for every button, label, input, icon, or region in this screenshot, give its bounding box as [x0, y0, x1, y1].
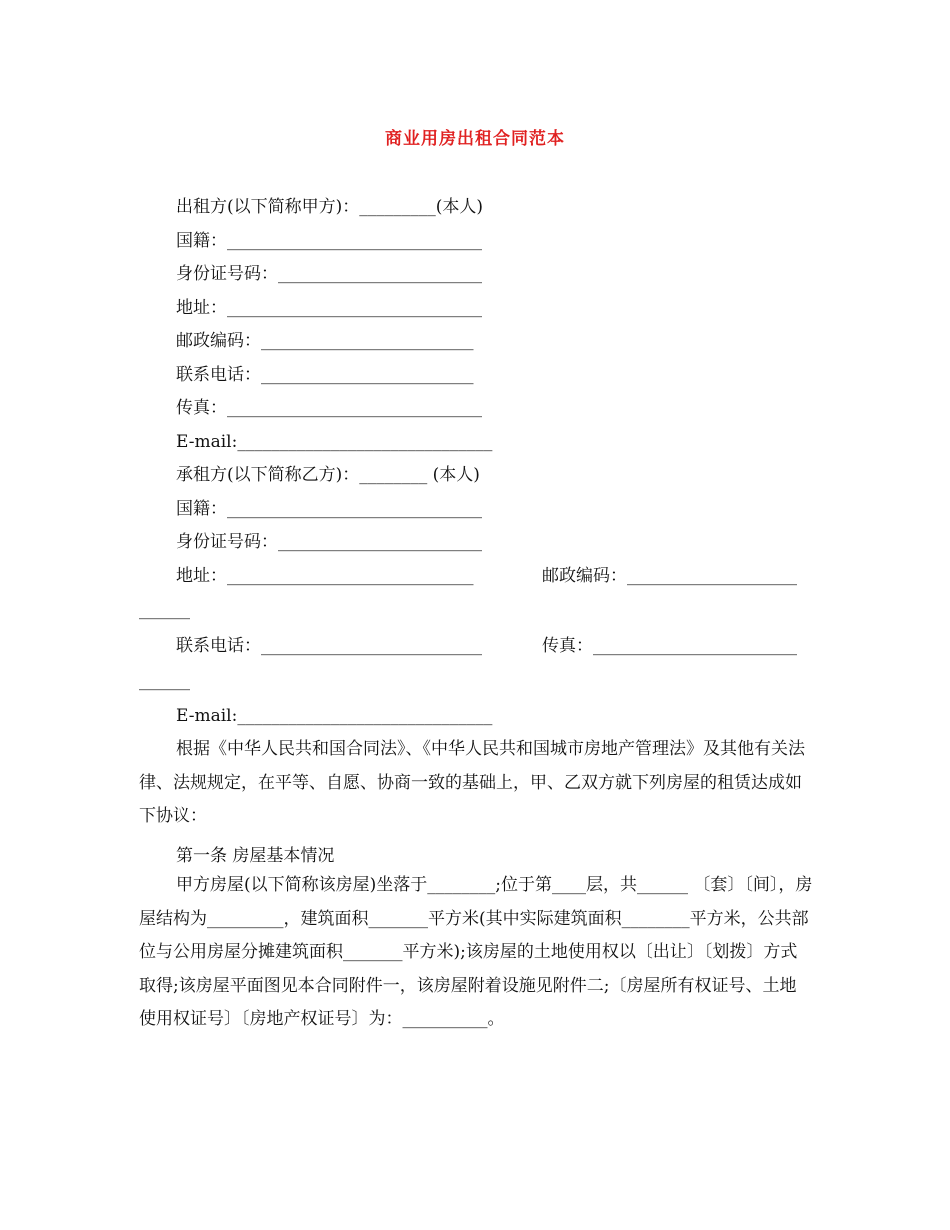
lessor-address: 地址：______________________________ [176, 298, 482, 318]
lessee-phone: 联系电话：__________________________ [176, 636, 482, 656]
lessor-fax: 传真：______________________________ [176, 398, 482, 418]
lessee-address: 地址：_____________________________ [176, 566, 474, 586]
lessee-fax-continuation: ______ [139, 671, 190, 691]
lessor-postcode: 邮政编码：_________________________ [176, 331, 474, 351]
lessee-fax: 传真：________________________ [542, 636, 797, 656]
article-1-body: 甲方房屋(以下简称该房屋)坐落于________;位于第____层，共______ 〔套〕〔间〕，房屋结构为_________，建筑面积_______平方米(其中实际建筑面积________平方米，公共部位与公用房屋分摊建筑面积_______平方米);该房屋的土地使用权以〔出让〕〔划拨〕方式取得;该房屋平面图见本合同附件一，该房屋附着设施见附件二;〔房屋所有权证号、土地使用权证号〕〔房地产权证号〕为：__________。 [139, 875, 813, 1029]
lessee-postcode: 邮政编码：____________________ [542, 566, 797, 586]
document-title: 商业用房出租合同范本 [385, 129, 565, 149]
lessee-id-number: 身份证号码：________________________ [176, 532, 482, 552]
lessor-nationality: 国籍：______________________________ [176, 231, 482, 251]
lessor-header: 出租方(以下简称甲方)：_________(本人) [176, 197, 484, 217]
lessee-nationality: 国籍：______________________________ [176, 499, 482, 519]
lessor-phone: 联系电话：_________________________ [176, 365, 474, 385]
lessor-email: E-mail:______________________________ [176, 432, 493, 452]
preamble-paragraph: 根据《中华人民共和国合同法》、《中华人民共和国城市房地产管理法》及其他有关法律、法规规定，在平等、自愿、协商一致的基础上，甲、乙双方就下列房屋的租赁达成如下协议： [139, 739, 805, 826]
article-1-heading: 第一条 房屋基本情况 [176, 846, 335, 866]
lessee-email: E-mail:______________________________ [176, 706, 493, 726]
lessee-postcode-continuation: ______ [139, 600, 190, 620]
lessee-header: 承租方(以下简称乙方)：________ (本人) [176, 465, 480, 485]
lessor-id-number: 身份证号码：________________________ [176, 264, 482, 284]
